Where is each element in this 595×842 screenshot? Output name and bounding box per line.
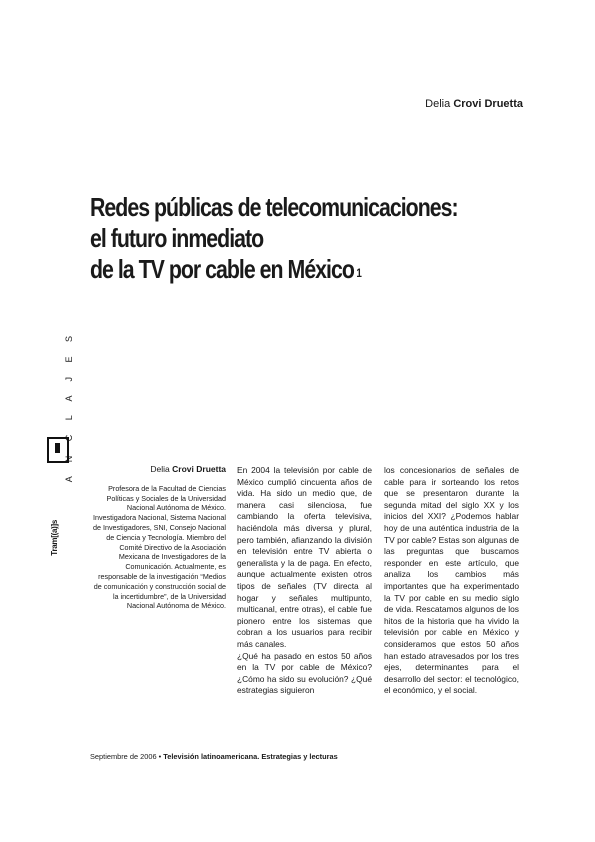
header-author xyxy=(425,98,523,110)
footer-bullet: • xyxy=(158,752,162,761)
body-paragraph: los concesionarios de señales de cable para ir sorteando los retos que se presentaron durante la segunda mitad del siglo XX y los inicios del XXI? ¿Podemos hablar hoy de una auténtica industria de la TV por cable? Estas son algunas de las preguntas que buscamos responder en este artículo, que analiza los cambios más importantes que ha experimentado la TV por cable en su medio siglo de vida. Rescatamos algunos de los hitos de la historia que ha vivido la televisión por cable en México y consideramos que estos 50 años han estado atravesados por los tres ejes, determinantes para el desarrollo del sector: el tecnológico, el económico, y el social. xyxy=(384,465,519,696)
article-title xyxy=(90,192,467,285)
section-bracket-mark xyxy=(55,443,60,453)
title-footnote-mark: 1 xyxy=(356,266,361,280)
bio-author-name xyxy=(90,465,226,475)
body-column-2 xyxy=(384,465,519,697)
journal-logo: Tram[(a)]s xyxy=(50,520,59,556)
bio-author-first: Delia xyxy=(150,464,170,474)
header-author-last: Crovi Druetta xyxy=(453,98,523,110)
page-footer xyxy=(90,752,338,761)
bio-text: Profesora de la Facultad de Ciencias Políticas y Sociales de la Universidad Nacional Autónoma de México. Investigadora Nacional, Sistema Nacional de Investigadores, SNI, Consejo Nacional de Ciencia y Tecnología. Miembro del Comité Directivo de la Asociación Mexicana de Investigadores de la Comunicación. Actualmente, es responsable de la investigación “Medios de comunicación y construcción social de la incertidumbre”, de la Universidad Nacional Autónoma de México. xyxy=(92,483,226,611)
footer-date: Septiembre de 2006 xyxy=(90,752,157,761)
footer-publication: Televisión latinoamericana. Estrategias y lecturas xyxy=(163,752,338,761)
body-paragraph: En 2004 la televisión por cable de México cumplió cincuenta años de vida. Ha sido un medio que, de manera casi silenciosa, fue cambiando la oferta televisiva, haciéndola más diversa y plural, pero también, afianzando la división en televisión entre TV abierta o generalista y la de paga. En efecto, aunque actualmente existen otros tipos de señales (TV directa al hogar y señales multipunto, multicanal, entre otras), el cable fue pionero entre los sistemas que cobran a los usuarios para recibir más canales. xyxy=(237,465,372,649)
title-line-3 xyxy=(90,254,467,285)
title-line-1: Redes públicas de telecomunicaciones: xyxy=(90,192,458,222)
title-line-2: el futuro inmediato xyxy=(90,223,264,253)
title-line-3-text: de la TV por cable en México xyxy=(90,254,354,284)
body-paragraph: ¿Qué ha pasado en estos 50 años en la TV por cable de México? ¿Cómo ha sido su evolución? ¿Qué estrategias siguieron xyxy=(237,650,372,696)
bio-author-last: Crovi Druetta xyxy=(172,464,226,474)
section-label: A N C L A J E S xyxy=(64,330,74,483)
body-column-1 xyxy=(237,465,372,697)
header-author-first: Delia xyxy=(425,98,451,110)
author-bio xyxy=(90,465,226,611)
